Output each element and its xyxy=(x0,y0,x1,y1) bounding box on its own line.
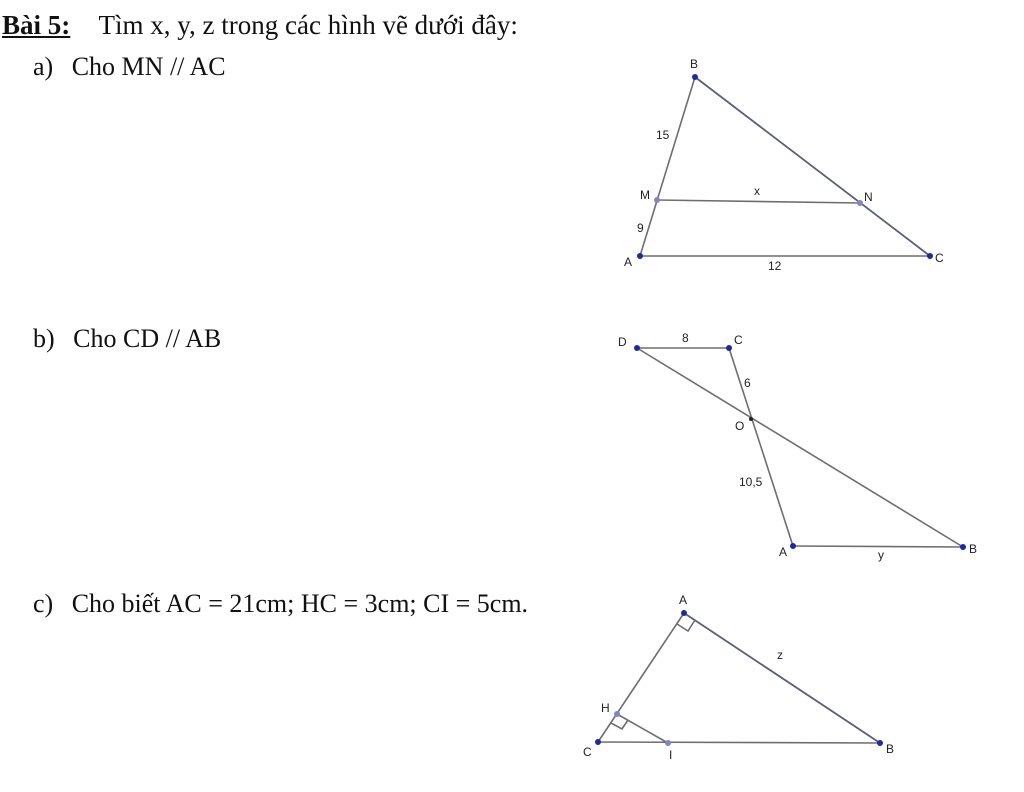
exercise-instruction: Tìm x, y, z trong các hình vẽ dưới đây: xyxy=(98,10,518,40)
part-a-text: Cho MN // AC xyxy=(71,52,226,81)
label-b: B xyxy=(886,742,895,756)
label-d: D xyxy=(618,335,627,349)
part-a-letter: a) xyxy=(33,52,54,81)
label-i: I xyxy=(669,748,673,762)
label-a: A xyxy=(779,545,788,559)
point-h xyxy=(614,711,620,717)
length-oa: 10,5 xyxy=(739,475,763,489)
part-b-letter: b) xyxy=(33,324,55,353)
length-mn: x xyxy=(754,184,760,198)
label-n: N xyxy=(864,190,873,204)
length-ab: y xyxy=(878,548,884,562)
length-ma: 9 xyxy=(637,221,644,235)
segment-ab xyxy=(684,613,880,743)
right-angle-a xyxy=(677,620,695,631)
label-b: B xyxy=(969,542,978,556)
point-a xyxy=(681,610,687,616)
part-c-letter: c) xyxy=(33,589,54,618)
label-o: O xyxy=(735,419,745,433)
point-i xyxy=(665,740,671,746)
part-b-text: Cho CD // AB xyxy=(73,324,222,353)
label-c: C xyxy=(734,333,743,347)
segment-cb xyxy=(598,742,880,743)
length-ac: 12 xyxy=(768,259,782,273)
segment-hi xyxy=(617,714,668,743)
part-c-text: Cho biết AC = 21cm; HC = 3cm; CI = 5cm. xyxy=(71,589,529,618)
label-b: B xyxy=(690,57,699,71)
length-co: 6 xyxy=(744,376,751,390)
label-a: A xyxy=(679,593,688,607)
exercise-label: Bài 5: xyxy=(2,10,71,40)
length-dc: 8 xyxy=(682,331,689,345)
point-b xyxy=(877,740,883,746)
label-c: C xyxy=(935,251,944,265)
segment-ca xyxy=(598,613,684,742)
label-a: A xyxy=(624,255,633,269)
point-c xyxy=(595,739,601,745)
label-h: H xyxy=(601,701,610,715)
label-c: C xyxy=(583,745,592,759)
length-ab: z xyxy=(777,648,783,662)
label-m: M xyxy=(640,188,650,202)
length-bm: 15 xyxy=(656,128,670,142)
right-angle-h xyxy=(611,720,628,729)
